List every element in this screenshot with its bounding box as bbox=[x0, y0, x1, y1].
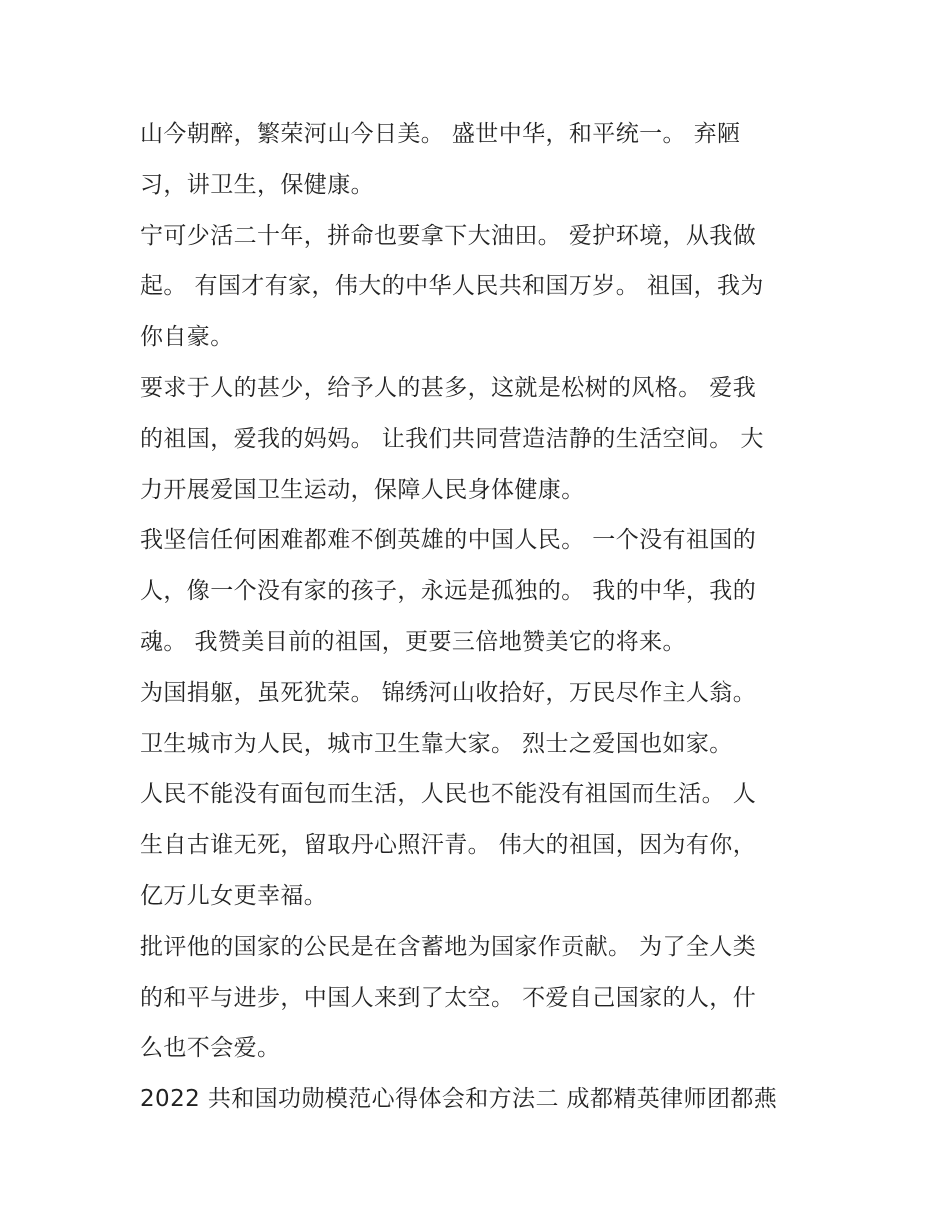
body-text bbox=[140, 109, 810, 1125]
text-line: 2022 共和国功勋模范心得体会和方法二 成都精英律师团都燕 bbox=[140, 1086, 778, 1113]
text-line: 的祖国，爱我的妈妈。 让我们共同营造洁静的生活空间。 大 bbox=[140, 425, 764, 452]
text-line: 人民不能没有面包而生活，人民也不能没有祖国而生活。 人 bbox=[140, 781, 757, 808]
text-line: 习，讲卫生，保健康。 bbox=[140, 171, 374, 198]
text-line: 生自古谁无死，留取丹心照汗青。 伟大的祖国，因为有你， bbox=[140, 832, 757, 859]
text-line: 的和平与进步，中国人来到了太空。 不爱自己国家的人，什 bbox=[140, 984, 757, 1011]
text-line: 么也不会爱。 bbox=[140, 1035, 281, 1062]
text-line: 你自豪。 bbox=[140, 324, 234, 351]
text-line: 我坚信任何困难都难不倒英雄的中国人民。 一个没有祖国的 bbox=[140, 527, 757, 554]
text-line: 为国捐躯，虽死犹荣。 锦绣河山收拾好，万民尽作主人翁。 bbox=[140, 679, 757, 706]
text-line: 卫生城市为人民，城市卫生靠大家。 烈士之爱国也如家。 bbox=[140, 730, 733, 757]
text-line: 人，像一个没有家的孩子，永远是孤独的。 我的中华，我的 bbox=[140, 578, 757, 605]
text-line: 山今朝醉，繁荣河山今日美。 盛世中华，和平统一。 弃陋 bbox=[140, 121, 741, 147]
text-line: 魂。 我赞美目前的祖国，更要三倍地赞美它的将来。 bbox=[140, 628, 686, 655]
text-line: 力开展爱国卫生运动，保障人民身体健康。 bbox=[140, 476, 585, 503]
text-line: 批评他的国家的公民是在含蓄地为国家作贡献。 为了全人类 bbox=[140, 933, 757, 960]
text-line: 宁可少活二十年，拼命也要拿下大油田。 爱护环境，从我做 bbox=[140, 222, 757, 249]
text-line: 起。 有国才有家，伟大的中华人民共和国万岁。 祖国，我为 bbox=[140, 273, 764, 300]
text-line: 要求于人的甚少，给予人的甚多，这就是松树的风格。 爱我 bbox=[140, 374, 757, 401]
text-line: 亿万儿女更幸福。 bbox=[140, 882, 328, 909]
